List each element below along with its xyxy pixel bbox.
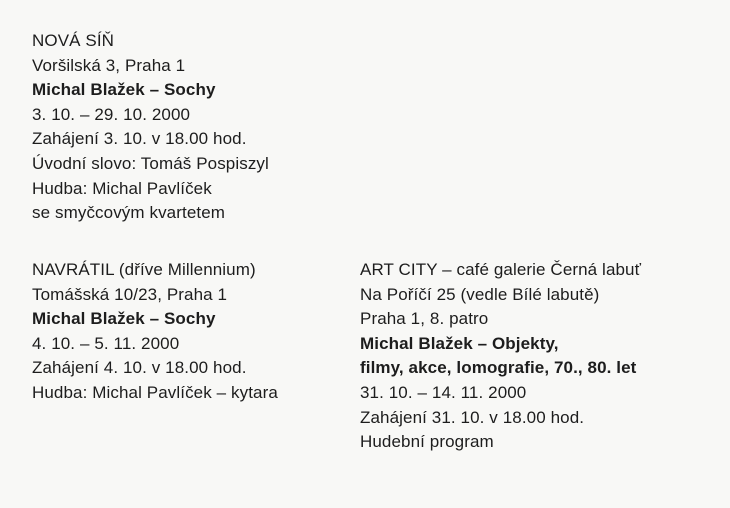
exhibition-title-line-2: filmy, akce, lomografie, 70., 80. let: [360, 358, 637, 378]
music-info: Hudba: Michal Pavlíček: [32, 178, 212, 198]
music-info: Hudba: Michal Pavlíček – kytara: [32, 382, 278, 402]
program-info: Hudební program: [360, 432, 494, 452]
exhibition-art-city: [360, 258, 641, 455]
exhibition-dates: 3. 10. – 29. 10. 2000: [32, 104, 191, 124]
venue-address: Voršilská 3, Praha 1: [32, 55, 186, 75]
venue-note: (dříve Millennium): [118, 260, 256, 279]
venue-name: ART CITY – café galerie Černá labuť: [360, 260, 642, 279]
exhibition-dates: 4. 10. – 5. 11. 2000: [32, 333, 180, 353]
exhibition-dates: 31. 10. – 14. 11. 2000: [360, 382, 527, 402]
music-info-continued: se smyčcovým kvartetem: [32, 203, 226, 223]
opening-info: Zahájení 3. 10. v 18.00 hod.: [32, 129, 247, 149]
venue-line: [32, 258, 278, 283]
venue-address: Tomášská 10/23, Praha 1: [32, 284, 228, 304]
exhibition-navratil: [32, 258, 278, 406]
exhibition-nova-sin: [32, 29, 269, 226]
venue-address: Na Poříčí 25 (vedle Bílé labutě): [360, 284, 600, 304]
venue-name: NOVÁ SÍŇ: [32, 31, 115, 50]
venue-name: NAVRÁTIL: [32, 260, 115, 279]
opening-info: Zahájení 4. 10. v 18.00 hod.: [32, 358, 247, 378]
venue-floor: Praha 1, 8. patro: [360, 309, 489, 329]
intro-speaker: Úvodní slovo: Tomáš Pospiszyl: [32, 153, 269, 173]
exhibition-title-line-1: Michal Blažek – Objekty,: [360, 333, 559, 353]
exhibition-title: Michal Blažek – Sochy: [32, 80, 216, 100]
exhibition-title: Michal Blažek – Sochy: [32, 309, 216, 329]
opening-info: Zahájení 31. 10. v 18.00 hod.: [360, 407, 585, 427]
